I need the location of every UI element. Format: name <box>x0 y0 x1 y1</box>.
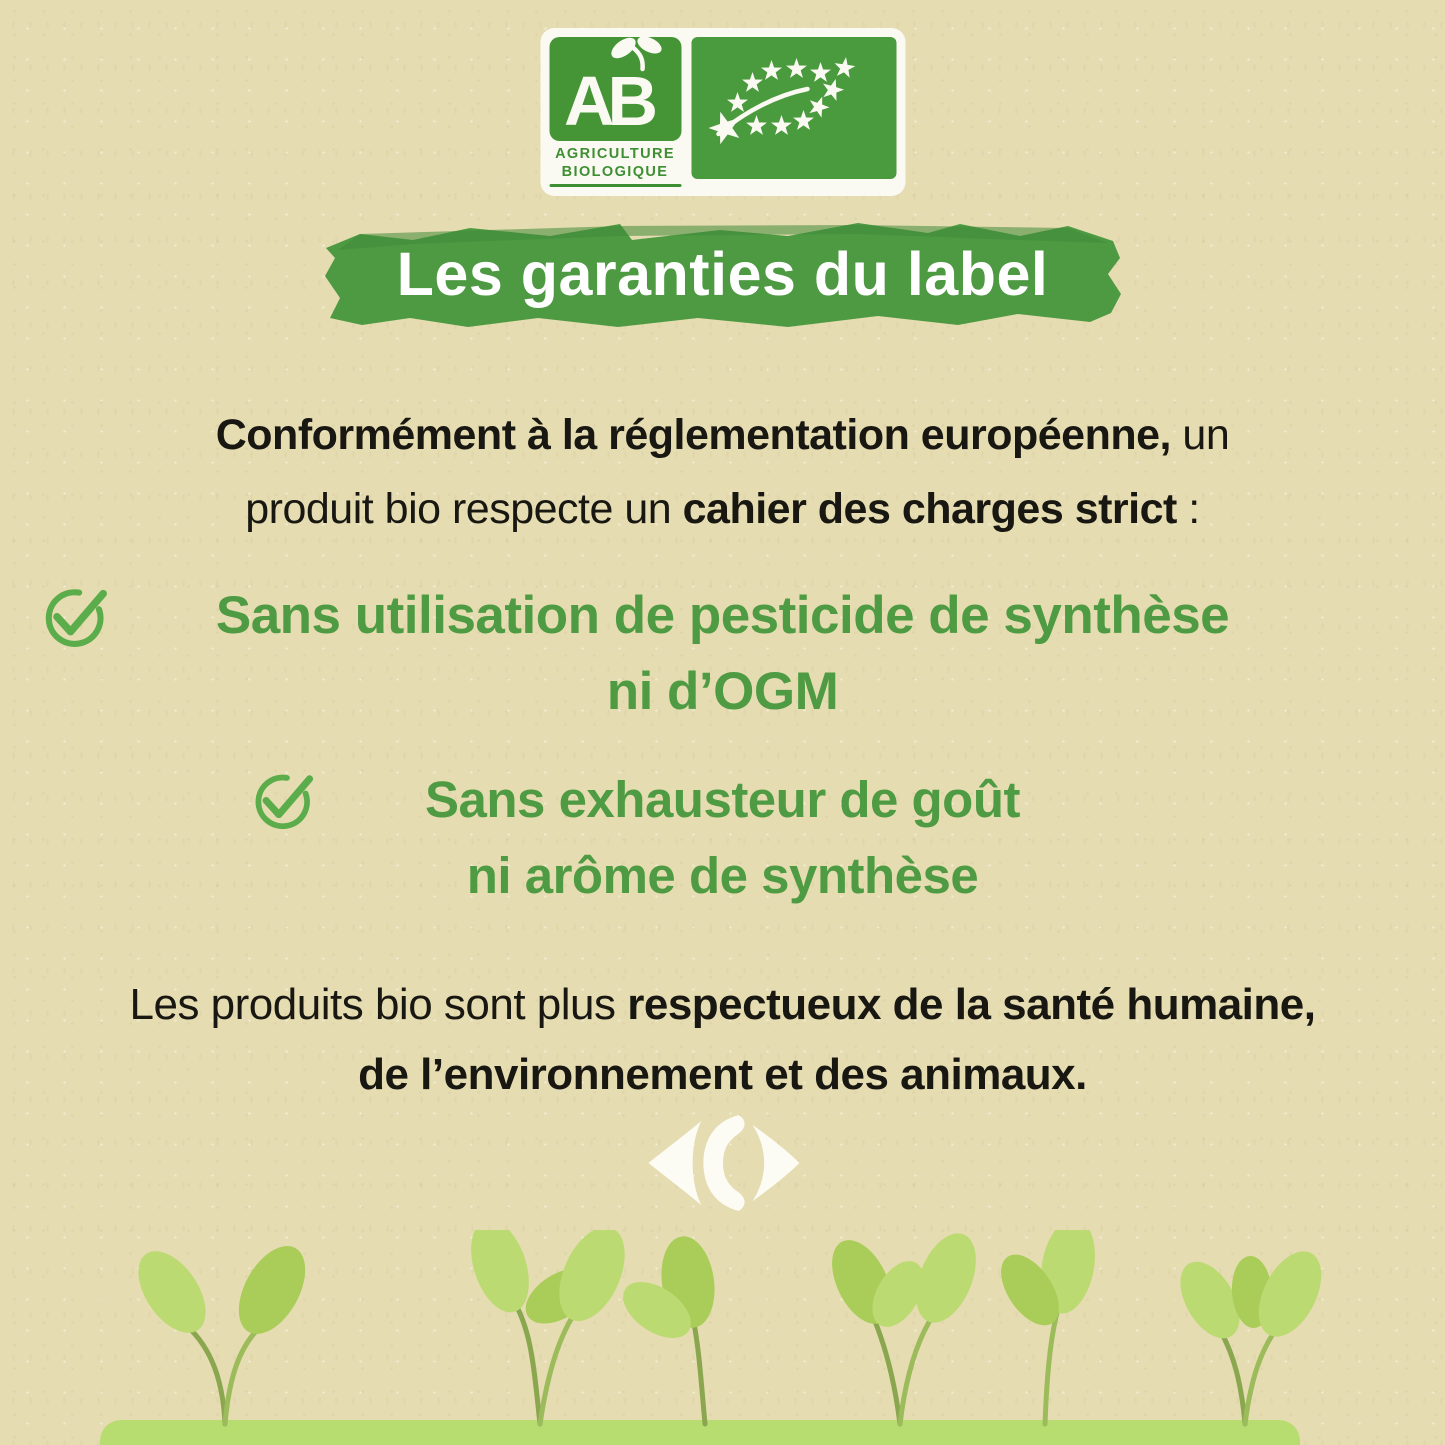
outro-line2-bold: de l’environnement et des animaux. <box>358 1050 1087 1099</box>
outro-line1-bold: respectueux de la santé humaine, <box>627 980 1316 1029</box>
guarantee-item-flavour <box>0 762 1445 914</box>
sprout <box>989 1230 1102 1424</box>
check-circle-icon <box>42 580 110 648</box>
check-circle-icon <box>252 766 316 830</box>
sprout <box>820 1230 988 1424</box>
sprout <box>460 1230 637 1424</box>
intro-line2-start: produit bio respecte un <box>245 485 683 533</box>
intro-line2-bold: cahier des charges strict <box>682 485 1177 533</box>
sprout <box>1168 1241 1334 1424</box>
ab-caption-line1: AGRICULTURE <box>555 146 675 162</box>
ab-logo-icon <box>549 37 681 141</box>
eu-organic-leaf-logo <box>691 37 896 179</box>
page-title: Les garanties du label <box>396 240 1049 308</box>
seedling-illustration <box>0 1230 1445 1445</box>
ab-letters: AB <box>563 62 651 140</box>
guarantee-1-line1: Sans utilisation de pesticide de synthèse <box>215 586 1230 645</box>
intro-line-2 <box>0 472 1445 546</box>
certification-logos <box>540 28 905 196</box>
intro-line1-rest: un <box>1170 411 1230 459</box>
intro-line-1 <box>0 398 1445 472</box>
ab-caption-underline <box>549 184 681 187</box>
guarantee-1-line2: ni d’OGM <box>606 662 839 721</box>
guarantee-2-line1: Sans exhausteur de goût <box>425 771 1020 828</box>
guarantee-item-pesticides <box>0 578 1445 730</box>
sprout <box>125 1235 319 1424</box>
intro-line1-bold: Conformément à la réglementation européenne, <box>215 411 1171 459</box>
outro-paragraph <box>0 970 1445 1110</box>
ab-agriculture-biologique-logo <box>549 37 681 187</box>
intro-paragraph <box>0 398 1445 546</box>
carrefour-logo <box>644 1112 802 1214</box>
sprout <box>613 1233 720 1424</box>
outro-line1-start: Les produits bio sont plus <box>129 980 628 1029</box>
outro-line-2 <box>0 1040 1445 1110</box>
ab-caption-line2: BIOLOGIQUE <box>561 163 669 180</box>
ab-caption <box>549 141 681 187</box>
ground-bar <box>100 1420 1300 1445</box>
guarantee-2-line2: ni arôme de synthèse <box>466 847 979 904</box>
title-banner <box>318 216 1128 336</box>
intro-line2-end: : <box>1176 485 1200 533</box>
outro-line-1 <box>0 970 1445 1040</box>
